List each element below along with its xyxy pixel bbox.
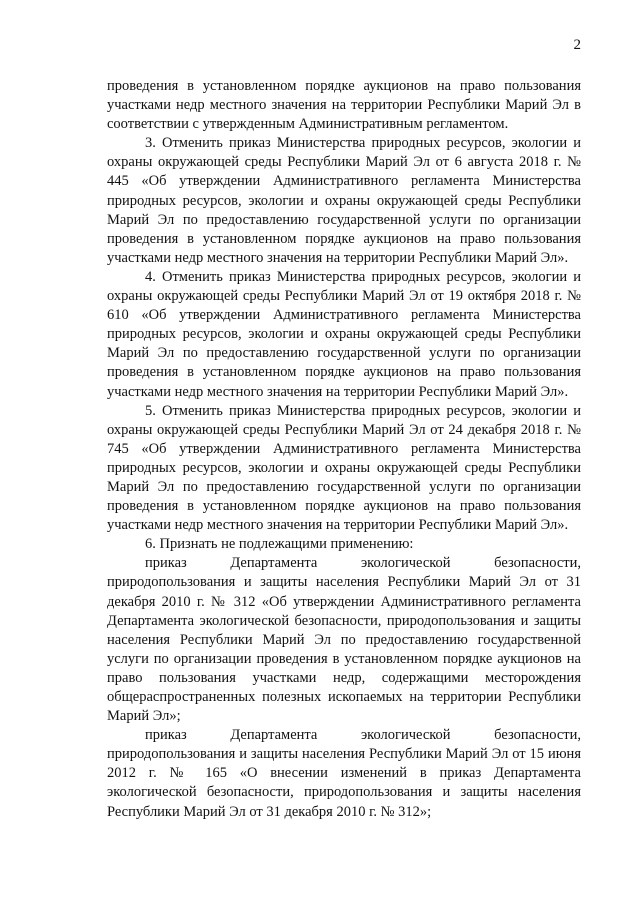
page-number: 2 bbox=[573, 37, 581, 53]
paragraph-item-4: 4. Отменить приказ Министерства природных ресурсов, экологии и охраны окружающей среды Республики Марий Эл от 19 октября 2018 г. № 610 «Об утверждении Административного регламента Министерства природных ресурсов, экологии и охраны окружающей среды Республики Марий Эл по предоставлению государственной услуги по организации проведения в установленном порядке аукционов на право пользования участками недр местного значения на территории Республики Марий Эл». bbox=[107, 268, 581, 400]
paragraph-order-2010: приказ Департамента экологической безопасности, природопользования и защиты населения Республики Марий Эл от 31 декабря 2010 г. № 312 «Об утверждении Административного регламента Департамента экологической безопасности, природопользования и защиты населения Республики Марий Эл по предоставлению государственной услуги по организации проведения в установленном порядке аукционов на право пользования участками недр, содержащими месторождения общераспространенных полезных ископаемых на территории Республики Марий Эл»; bbox=[107, 555, 581, 725]
paragraph-continuation: проведения в установленном порядке аукционов на право пользования участками недр местного значения на территории Республики Марий Эл в соответствии с утвержденным Административным регламентом. bbox=[107, 78, 581, 133]
paragraph-item-5: 5. Отменить приказ Министерства природных ресурсов, экологии и охраны окружающей среды Республики Марий Эл от 24 декабря 2018 г. № 745 «Об утверждении Административного регламента Министерства природных ресурсов, экологии и охраны окружающей среды Республики Марий Эл по предоставлению государственной услуги по организации проведения в установленном порядке аукционов на право пользования участками недр местного значения на территории Республики Марий Эл». bbox=[107, 402, 581, 534]
document-body bbox=[107, 77, 581, 822]
paragraph-item-3: 3. Отменить приказ Министерства природных ресурсов, экологии и охраны окружающей среды Республики Марий Эл от 6 августа 2018 г. № 445 «Об утверждении Административного регламента Министерства природных ресурсов, экологии и охраны окружающей среды Республики Марий Эл по предоставлению государственной услуги по организации проведения в установленном порядке аукционов на право пользования участками недр местного значения на территории Республики Марий Эл». bbox=[107, 135, 581, 266]
paragraph-item-6: 6. Признать не подлежащими применению: bbox=[145, 536, 414, 553]
paragraph-order-2012: приказ Департамента экологической безопасности, природопользования и защиты населения Республики Марий Эл от 15 июня 2012 г. № 165 «О внесении изменений в приказ Департамента экологической безопасности, природопользования и защиты населения Республики Марий Эл от 31 декабря 2010 г. № 312»; bbox=[107, 727, 581, 820]
